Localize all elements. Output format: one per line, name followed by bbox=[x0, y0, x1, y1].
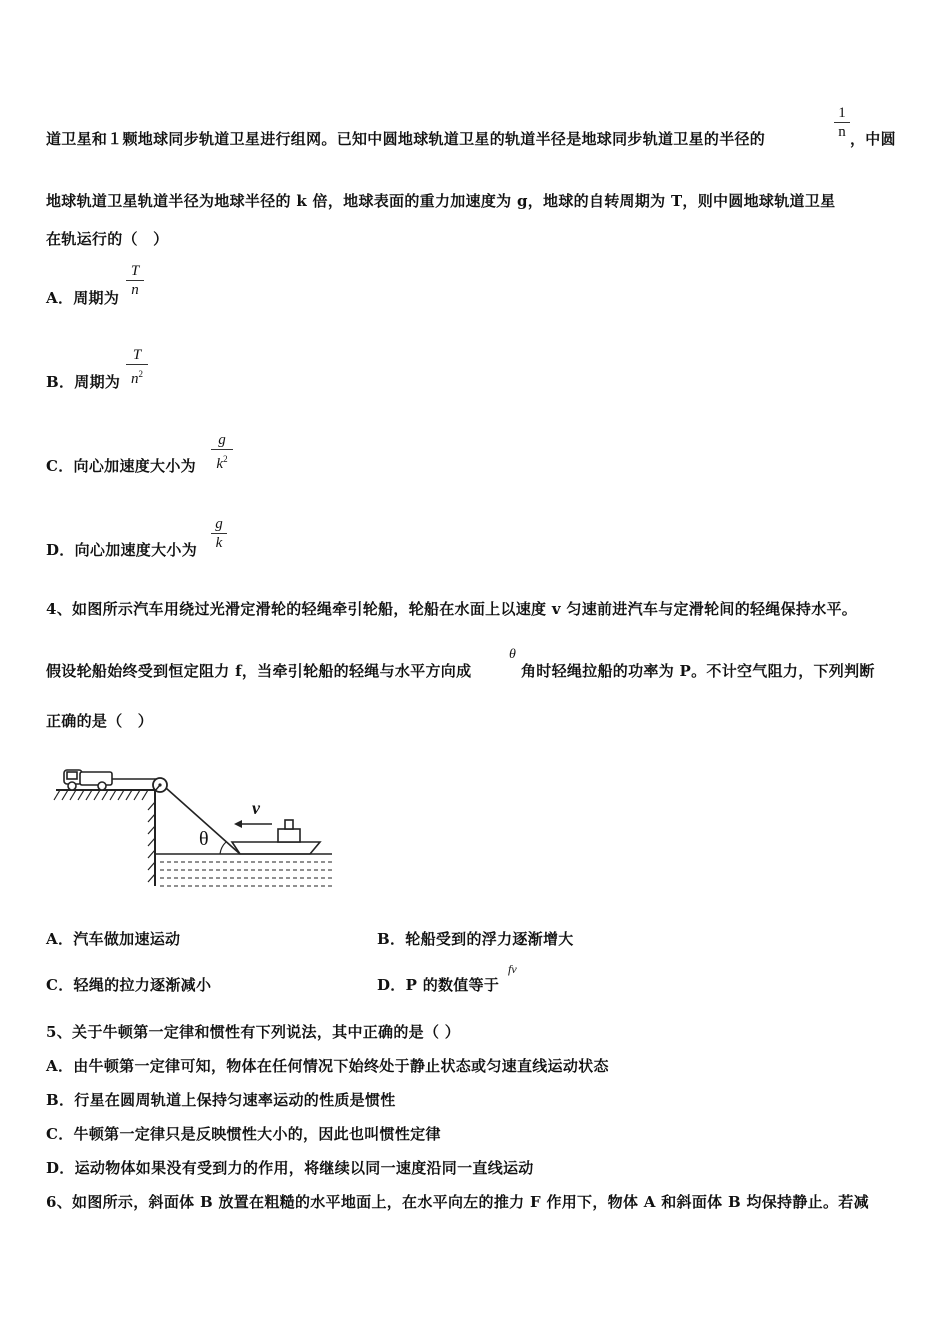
q5-stem-text: 5、关于牛顿第一定律和惯性有下列说法，其中正确的是（ ） bbox=[46, 1023, 461, 1041]
fraction-denominator: n bbox=[131, 371, 139, 387]
q4-theta-symbol: θ bbox=[509, 647, 516, 662]
figure-theta-label: θ bbox=[199, 828, 209, 850]
fraction-numerator: T bbox=[130, 263, 140, 279]
q4-stem-line3 bbox=[46, 710, 153, 731]
boat-icon bbox=[232, 820, 320, 854]
q3-option-b bbox=[46, 371, 120, 392]
option-text: A．由牛顿第一定律可知，物体在任何情况下始终处于静止状态或匀速直线运动状态 bbox=[46, 1057, 609, 1075]
fraction-numerator: 1 bbox=[838, 105, 846, 121]
q4-line1-text: 4、如图所示汽车用绕过光滑定滑轮的轻绳牵引轮船，轮船在水面上以速度 v 匀速前进汽车与定滑轮间的轻绳保持水平。 bbox=[46, 600, 858, 618]
q3-stem-line1 bbox=[46, 128, 765, 149]
fraction-numerator: T bbox=[132, 347, 142, 363]
pulley-icon bbox=[153, 778, 167, 792]
q3-line2-text: 地球轨道卫星轨道半径为地球半径的 k 倍，地球表面的重力加速度为 g，地球的自转周期为 T，则中圆地球轨道卫星 bbox=[46, 192, 836, 210]
option-label: B．轮船受到的浮力逐渐增大 bbox=[377, 930, 574, 948]
q3-line1-tail-text: ，中圆 bbox=[850, 130, 896, 148]
option-text: D．运动物体如果没有受到力的作用，将继续以同一速度沿同一直线运动 bbox=[46, 1159, 534, 1177]
fraction-denominator: k bbox=[215, 535, 223, 551]
fraction-numerator: g bbox=[215, 516, 223, 532]
q5-option-a bbox=[46, 1055, 609, 1076]
fraction-denominator: k bbox=[216, 456, 224, 472]
q6-stem-text: 6、如图所示，斜面体 B 放置在粗糙的水平地面上，在水平向左的推力 F 作用下，物体 A 和斜面体 B 均保持静止。若减 bbox=[46, 1193, 869, 1211]
option-label: D．向心加速度大小为 bbox=[46, 541, 198, 559]
fraction-exponent: 2 bbox=[138, 369, 143, 379]
fraction-denominator: n bbox=[838, 124, 846, 140]
figure-velocity-label: v bbox=[252, 798, 260, 818]
q3-option-a-fraction bbox=[126, 262, 144, 299]
q3-option-b-fraction bbox=[126, 346, 148, 388]
q5-option-d bbox=[46, 1157, 534, 1178]
q4-stem-line2b bbox=[521, 660, 875, 681]
q3-option-a bbox=[46, 287, 119, 308]
q4-stem-line2a bbox=[46, 660, 471, 681]
option-label: C．向心加速度大小为 bbox=[46, 457, 196, 475]
q4-line3-text: 正确的是（ ） bbox=[46, 712, 154, 730]
q3-fraction-1-over-n bbox=[834, 104, 850, 141]
q6-stem bbox=[46, 1191, 869, 1212]
q4-option-d-expression: fv bbox=[508, 962, 517, 976]
angle-arc bbox=[220, 842, 226, 854]
q5-option-b bbox=[46, 1089, 396, 1110]
q5-option-c bbox=[46, 1123, 441, 1144]
q5-stem bbox=[46, 1021, 460, 1042]
option-text: B．行星在圆周轨道上保持匀速率运动的性质是惯性 bbox=[46, 1091, 396, 1109]
q3-stem-line3 bbox=[46, 228, 168, 249]
q3-line3-text: 在轨运行的（ ） bbox=[46, 230, 169, 248]
fraction-exponent: 2 bbox=[223, 454, 228, 464]
water-lines bbox=[160, 862, 332, 886]
q3-option-d bbox=[46, 539, 197, 560]
option-label: A．汽车做加速运动 bbox=[46, 930, 181, 948]
q4-option-c bbox=[46, 974, 211, 995]
fraction-denominator: n bbox=[131, 282, 139, 298]
cliff-wall-hatching bbox=[148, 802, 155, 882]
car-icon bbox=[64, 770, 112, 790]
q4-option-d bbox=[377, 974, 499, 995]
option-label: C．轻绳的拉力逐渐减小 bbox=[46, 976, 212, 994]
q4-option-a bbox=[46, 928, 180, 949]
q4-line2a-text: 假设轮船始终受到恒定阻力 f，当牵引轮船的轻绳与水平方向成 bbox=[46, 662, 472, 680]
option-text: C．牛顿第一定律只是反映惯性大小的，因此也叫惯性定律 bbox=[46, 1125, 441, 1143]
option-label: B．周期为 bbox=[46, 373, 121, 391]
cliff-top-hatching bbox=[54, 790, 148, 800]
velocity-arrow-icon bbox=[234, 820, 272, 828]
option-label: D．P 的数值等于 bbox=[377, 976, 500, 994]
q4-line2b-text: 角时轻绳拉船的功率为 P。不计空气阻力，下列判断 bbox=[521, 662, 875, 680]
q3-stem-line2 bbox=[46, 190, 835, 211]
q3-option-c bbox=[46, 455, 196, 476]
q3-line1-tail bbox=[850, 128, 896, 149]
option-label: A．周期为 bbox=[46, 289, 120, 307]
q4-figure-car-pulley-boat bbox=[52, 758, 337, 890]
q3-line1-text: 道卫星和１颗地球同步轨道卫星进行组网。已知中圆地球轨道卫星的轨道半径是地球同步轨道卫星的半径的 bbox=[46, 130, 766, 148]
q4-option-b bbox=[377, 928, 574, 949]
fraction-numerator: g bbox=[218, 432, 226, 448]
q3-option-c-fraction bbox=[211, 431, 233, 473]
q4-stem-line1 bbox=[46, 598, 857, 619]
q3-option-d-fraction bbox=[211, 515, 227, 552]
